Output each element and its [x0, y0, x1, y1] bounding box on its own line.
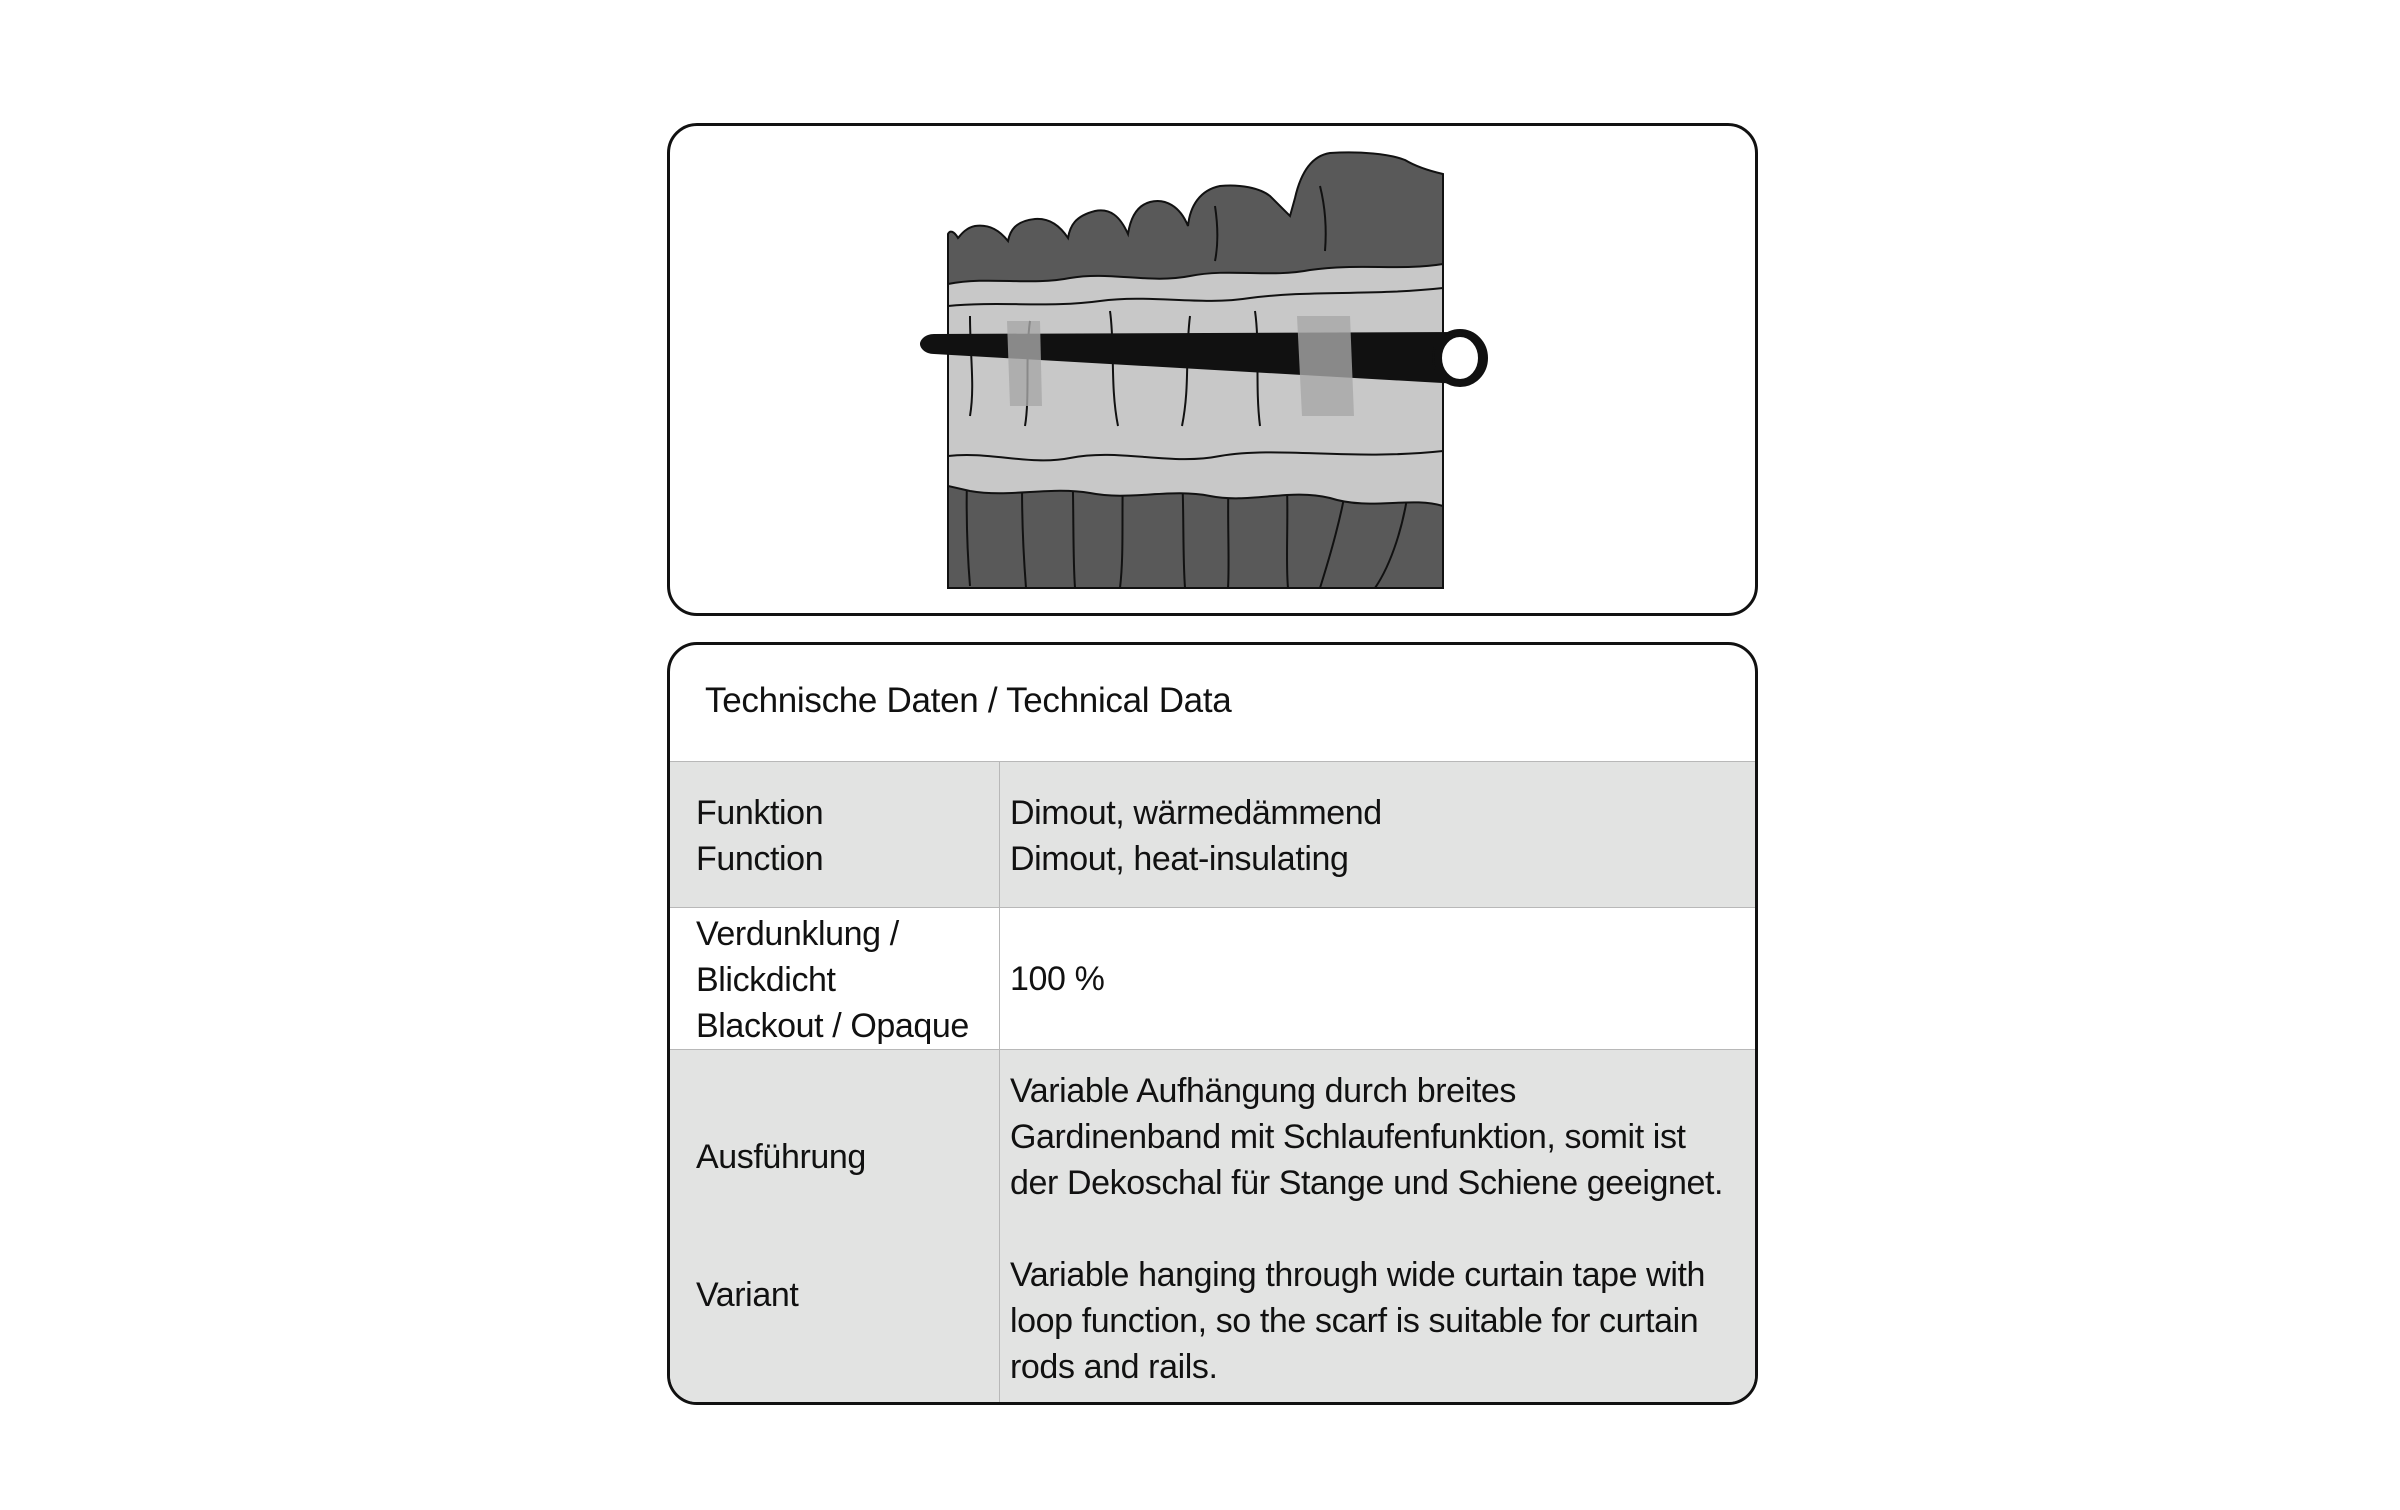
column-divider: [999, 908, 1000, 1049]
table-title: Technische Daten / Technical Data: [705, 681, 1232, 720]
value-line: Variable Aufhängung durch breites: [1010, 1072, 1516, 1110]
value-line: Variable hanging through wide curtain tape with: [1010, 1256, 1706, 1294]
table-row-variant: [670, 1049, 1755, 1405]
row-label: [696, 911, 969, 1049]
technical-data-table: [667, 642, 1758, 1405]
table-row-function: [670, 761, 1755, 907]
row-label-de: Ausführung: [696, 1138, 866, 1176]
row-label-en: Variant: [696, 1276, 799, 1314]
column-divider: [999, 762, 1000, 907]
column-divider: [999, 1050, 1000, 1405]
row-value: [1010, 790, 1382, 882]
value-line: loop function, so the scarf is suitable for curtain: [1010, 1302, 1699, 1340]
label-line: Function: [696, 840, 824, 878]
label-line: Blackout / Opaque: [696, 1007, 969, 1045]
value-line: rods and rails.: [1010, 1348, 1218, 1386]
row-value: [1010, 956, 1104, 1002]
value-line: der Dekoschal für Stange und Schiene geeignet.: [1010, 1164, 1724, 1202]
row-value-en: [1010, 1252, 1705, 1390]
value-line: Dimout, wärmedämmend: [1010, 794, 1382, 832]
table-row-blackout: [670, 907, 1755, 1049]
label-line: Blickdicht: [696, 961, 836, 999]
row-value-de: [1010, 1068, 1723, 1206]
value-line: Gardinenband mit Schlaufenfunktion, somit ist: [1010, 1118, 1686, 1156]
label-line: Funktion: [696, 794, 824, 832]
row-label: [696, 790, 823, 882]
value-line: Dimout, heat-insulating: [1010, 840, 1349, 878]
illustration-panel: [667, 123, 1758, 616]
value-line: 100 %: [1010, 960, 1105, 998]
curtain-on-rod-icon: [670, 126, 1758, 616]
label-line: Verdunklung /: [696, 915, 899, 953]
loop-right: [1297, 316, 1354, 416]
loop-left: [1007, 321, 1042, 406]
